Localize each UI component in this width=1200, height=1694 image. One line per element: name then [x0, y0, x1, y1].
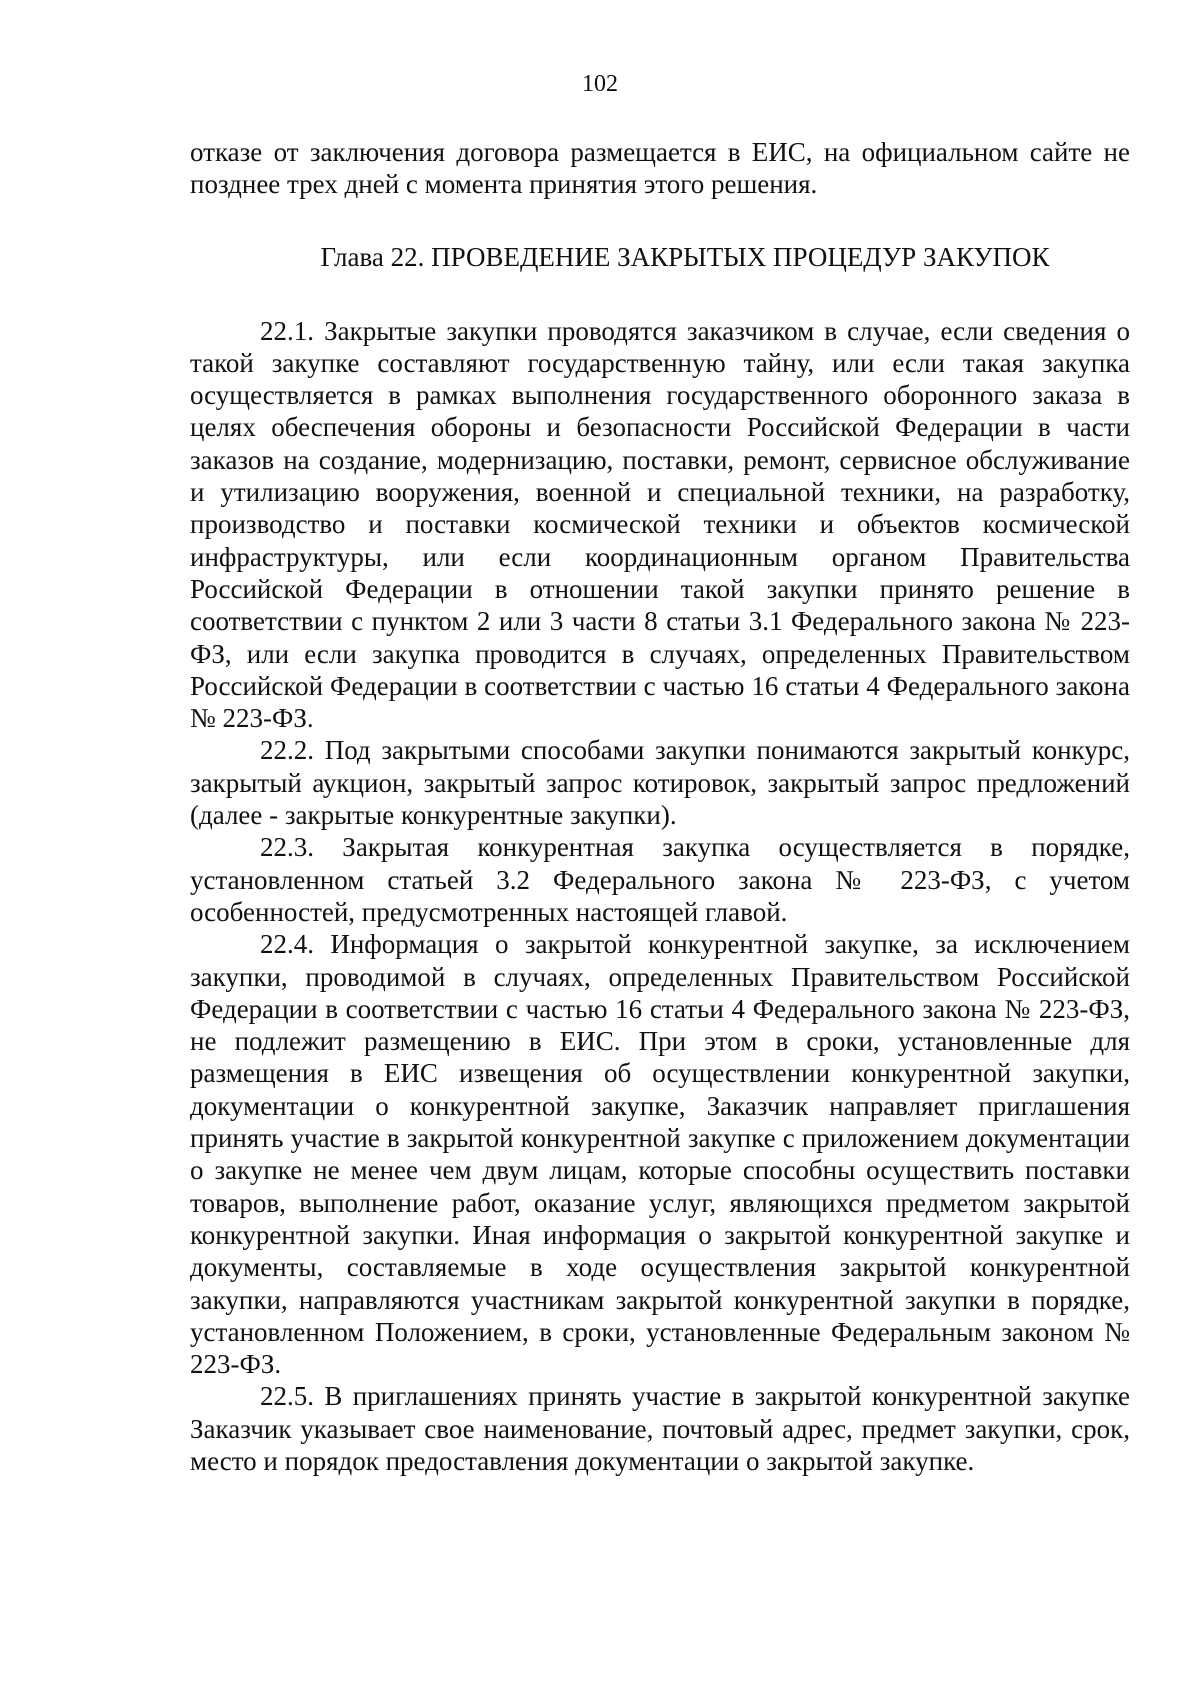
paragraph-22-4: 22.4. Информация о закрытой конкурентной закупке, за исключением закупки, проводимой в случаях, определенных Правительством Российской Федерации в соответствии с частью 16 статьи 4 Федерального закона № 223-ФЗ, не подлежит размещению в ЕИС. При этом в сроки, установленные для размещения в ЕИС извещения об осуществлении конкурентной закупки, документации о конкурентной закупке, Заказчик направляет приглашения принять участие в закрытой конкурентной закупке с приложением документации о закупке не менее чем двум лицам, которые способны осуществить поставки товаров, выполнение работ, оказание услуг, являющихся предметом закрытой конкурентной закупки. Иная информация о закрытой конкурентной закупке и документы, составляемые в ходе осуществления закрытой конкурентной закупки, направляются участникам закрытой конкурентной закупки в порядке, установленном Положением, в сроки, установленные Федеральным законом № 223-ФЗ. [190, 929, 1130, 1380]
chapter-heading: Глава 22. ПРОВЕДЕНИЕ ЗАКРЫТЫХ ПРОЦЕДУР ЗАКУПОК [320, 241, 1050, 272]
paragraph-22-2: 22.2. Под закрытыми способами закупки понимаются закрытый конкурс, закрытый аукцион, закрытый запрос котировок, закрытый запрос предложений (далее - закрытые конкурентные закупки). [190, 735, 1130, 831]
document-body [190, 136, 1130, 1477]
paragraph-22-1: 22.1. Закрытые закупки проводятся заказчиком в случае, если сведения о такой закупке составляют государственную тайну, или если такая закупка осуществляется в рамках выполнения государственного оборонного заказа в целях обеспечения обороны и безопасности Российской Федерации в части заказов на создание, модернизацию, поставки, ремонт, сервисное обслуживание и утилизацию вооружения, военной и специальной техники, на разработку, производство и поставки космической техники и объектов космической инфраструктуры, или если координационным органом Правительства Российской Федерации в отношении такой закупки принято решение в соответствии с пунктом 2 или 3 части 8 статьи 3.1 Федерального закона № 223-ФЗ, или если закупка проводится в случаях, определенных Правительством Российской Федерации в соответствии с частью 16 статьи 4 Федерального закона № 223-ФЗ. [190, 315, 1130, 734]
paragraph-22-5: 22.5. В приглашениях принять участие в закрытой конкурентной закупке Заказчик указывает свое наименование, почтовый адрес, предмет закупки, срок, место и порядок предоставления документации о закрытой закупке. [190, 1381, 1130, 1476]
intro-paragraph: отказе от заключения договора размещается в ЕИС, на официальном сайте не позднее трех дней с момента принятия этого решения. [190, 137, 1130, 200]
page-number: 102 [582, 71, 618, 97]
paragraph-22-3: 22.3. Закрытая конкурентная закупка осуществляется в порядке, установленном статьей 3.2 Федерального закона № 223-ФЗ, с учетом особенностей, предусмотренных настоящей главой. [190, 832, 1130, 927]
